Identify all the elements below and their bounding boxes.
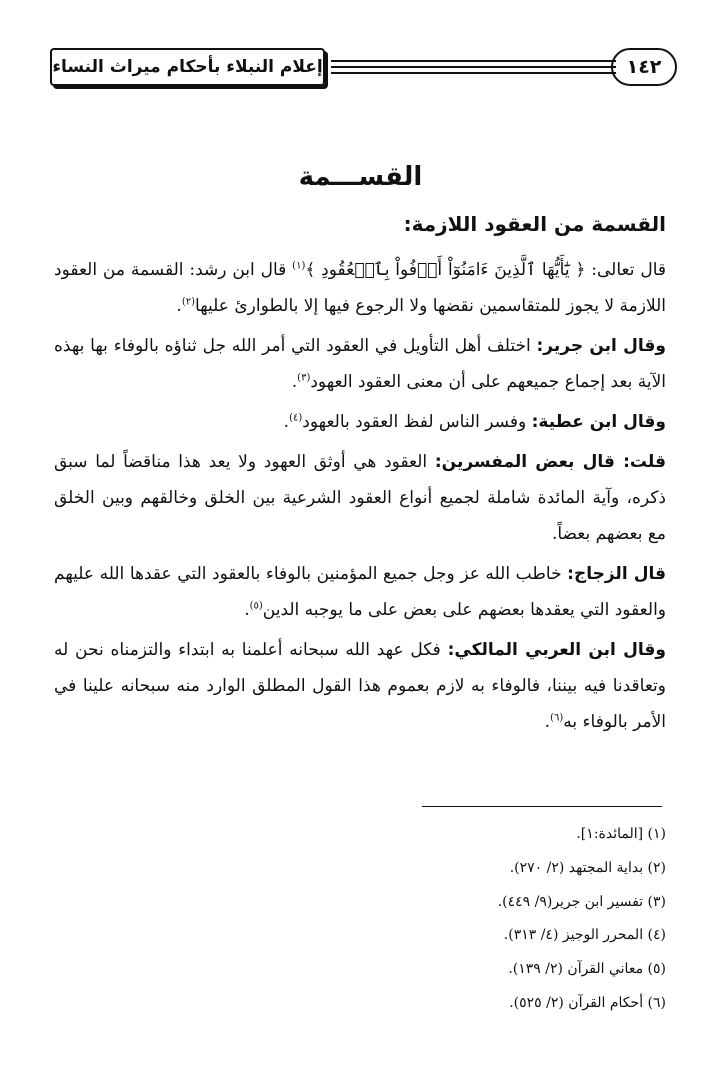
footnote-item: (٥) معاني القرآن (٢/ ١٣٩). (508, 961, 666, 978)
paragraph-end: . (176, 296, 182, 316)
paragraph-text: العقود هي أوثق العهود ولا يعد هذا مناقضاً لما سبق ذكره، وآية المائدة شاملة لجميع أنواع العقود الشرعية بين الخلق وخالقهم وبين الخلق مع بعضهم بعضاً. (54, 452, 666, 544)
footnote-ref: (٣) (297, 372, 311, 384)
footnotes (54, 818, 666, 1021)
footnote-ref: (٦) (550, 712, 564, 724)
paragraph-text: وفسر الناس لفظ العقود بالعهود (302, 412, 532, 432)
footnote-ref: (٤) (289, 412, 303, 424)
footnote-item: (٦) أحكام القرآن (٢/ ٥٢٥). (509, 994, 666, 1011)
paragraph-lead: وقال ابن العربي المالكي: (447, 640, 666, 660)
section-title: القســـمة (298, 162, 423, 192)
page-number-box (611, 48, 677, 86)
paragraph-text: فكل عهد الله سبحانه أعلمنا به ابتداء والتزمناه نحن له وتعاقدنا فيه بيننا، فالوفاء به لازم بعموم هذا القول المطلق الوارد منه سبحانه علينا في الأمر بالوفاء به (54, 640, 666, 732)
running-header (46, 42, 681, 98)
paragraph-lead: وقال ابن عطية: (531, 412, 666, 432)
paragraph-lead: وقال ابن جرير: (536, 336, 666, 356)
book-title: إعلام النبلاء بأحكام ميراث النساء (52, 57, 323, 77)
page-number: ١٤٢ (626, 56, 662, 78)
paragraph (54, 328, 666, 400)
paragraph (54, 404, 666, 440)
footnote-item: (٢) بداية المجتهد (٢/ ٢٧٠). (509, 859, 666, 876)
paragraph-lead: قال الزجاج: (567, 564, 667, 584)
paragraph-end: . (283, 412, 290, 432)
paragraph (54, 556, 666, 628)
footnote-item: (١) [المائدة:١]. (576, 826, 666, 842)
paragraph-lead: قلت: قال بعض المفسرين: (434, 452, 666, 472)
header-rule-lines (331, 56, 616, 78)
paragraph (54, 252, 666, 324)
subheading: القسمة من العقود اللازمة: (403, 212, 666, 236)
paragraph (54, 444, 666, 552)
footnote-item: (٣) تفسير ابن جرير(٩/ ٤٤٩). (497, 893, 666, 910)
paragraph-text: قال تعالى: ﴿ يَٰٓأَيُّهَا ٱلَّذِينَ ءَامَنُوٓاْ أَوۡفُواْ بِٱلۡعُقُودِ ﴾ (305, 260, 667, 280)
paragraph-text: اختلف أهل التأويل في العقود التي أمر الله جل ثناؤه بالوفاء بها بهذه الآية بعد إجماع جميعهم على أن معنى العقود العهود (54, 336, 666, 392)
footnote-item: (٤) المحرر الوجيز (٤/ ٣١٣). (503, 927, 666, 944)
paragraph-text: قال ابن رشد: القسمة من العقود اللازمة لا يجوز للمتقاسمين نقضها ولا الرجوع فيها إلا بالطوارئ عليها (54, 260, 666, 316)
footnote-ref: (٥) (249, 600, 263, 612)
paragraph-end: . (291, 372, 298, 392)
body-text (54, 252, 666, 744)
paragraph-text: خاطب الله عز وجل جميع المؤمنين بالوفاء بالعقود التي عقدها الله عليهم والعقود التي يعقدها بعضهم على بعض على ما يوجبه الدين (54, 564, 666, 620)
footnote-separator (422, 806, 662, 807)
book-title-box (50, 48, 325, 86)
paragraph-end: . (244, 600, 250, 620)
paragraph (54, 632, 666, 740)
footnote-ref: (٢) (181, 296, 196, 308)
footnote-ref: (١) (292, 260, 306, 272)
paragraph-end: . (544, 712, 551, 732)
